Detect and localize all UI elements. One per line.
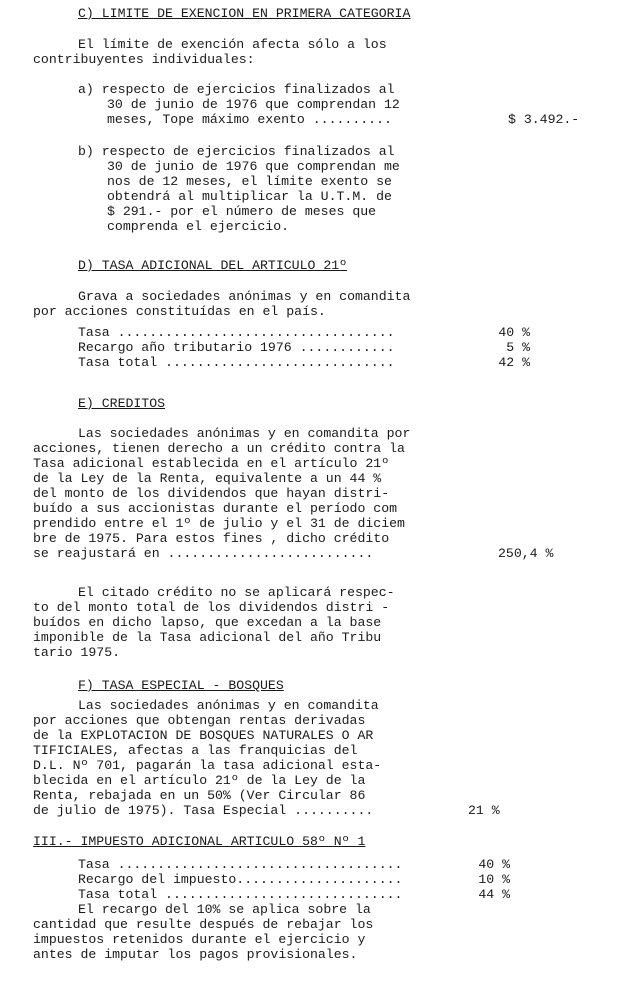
rate-row-value: 42 %: [498, 355, 530, 370]
section-e-paragraph-line: Tasa adicional establecida en el artículo 21º: [33, 456, 390, 471]
section-e-paragraph-line: imponible de la Tasa adicional del año Tribu: [33, 630, 382, 645]
item-a-amount: $ 3.492.-: [508, 112, 580, 127]
section-iii-note-line: impuestos retenidos durante el ejercicio y: [33, 932, 366, 947]
rate-row-value: 5 %: [506, 340, 530, 355]
section-e-heading: E) CREDITOS: [78, 396, 166, 411]
section-e-paragraph-line: prendido entre el 1º de julio y el 31 de diciem: [33, 516, 405, 531]
rate-row-label: Tasa total .............................: [78, 355, 395, 370]
section-f-paragraph-line: TIFICIALES, afectas a las franquicias del: [33, 743, 358, 758]
rate-row-value: 40 %: [498, 325, 530, 340]
section-d-intro-line: por acciones constituídas en el país.: [33, 304, 326, 319]
section-f-paragraph-line: de la EXPLOTACION DE BOSQUES NATURALES O AR: [33, 728, 374, 743]
item-a-line: meses, Tope máximo exento ..........: [107, 112, 392, 127]
item-b-line: b) respecto de ejercicios finalizados al: [78, 144, 395, 159]
special-rate-value: 21 %: [468, 803, 500, 818]
readjustment-value: 250,4 %: [498, 546, 554, 561]
section-e-paragraph-line: Las sociedades anónimas y en comandita por: [78, 426, 411, 441]
rate-row-value: 10 %: [478, 872, 510, 887]
section-e-paragraph-line: to del monto total de los dividendos distri -: [33, 600, 390, 615]
rate-row-value: 44 %: [478, 887, 510, 902]
section-e-paragraph-line: de la Ley de la Renta, equivalente a un 44 %: [33, 471, 382, 486]
section-c-intro-line: El límite de exención afecta sólo a los: [78, 37, 387, 52]
section-f-paragraph-line: blecida en el artículo 21º de la Ley de la: [33, 773, 366, 788]
section-e-paragraph-line: acciones, tienen derecho a un crédito contra la: [33, 441, 405, 456]
section-f-paragraph-line: por acciones que obtengan rentas derivadas: [33, 713, 366, 728]
section-f-paragraph-line: Las sociedades anónimas y en comandita: [78, 698, 379, 713]
section-f-paragraph-line: Renta, rebajada en un 50% (Ver Circular 86: [33, 788, 366, 803]
item-a-line: 30 de junio de 1976 que comprendan 12: [107, 97, 400, 112]
item-b-line: 30 de junio de 1976 que comprendan me: [107, 159, 400, 174]
section-e-paragraph-line: El citado crédito no se aplicará respec-: [78, 585, 395, 600]
section-c-intro-line: contribuyentes individuales:: [33, 52, 255, 67]
item-b-line: comprenda el ejercicio.: [107, 219, 290, 234]
item-b-line: $ 291.- por el número de meses que: [107, 204, 377, 219]
rate-row-value: 40 %: [478, 857, 510, 872]
section-d-heading: D) TASA ADICIONAL DEL ARTICULO 21º: [78, 258, 348, 273]
rate-row-label: Tasa ...................................: [78, 325, 395, 340]
rate-row-label: Recargo año tributario 1976 ............: [78, 340, 395, 355]
item-b-line: nos de 12 meses, el límite exento se: [107, 174, 392, 189]
section-e-paragraph-line: buído a sus accionistas durante el período com: [33, 501, 398, 516]
section-f-paragraph-line: D.L. Nº 701, pagarán la tasa adicional esta-: [33, 758, 382, 773]
section-iii-note-line: El recargo del 10% se aplica sobre la: [78, 902, 371, 917]
section-iii-note-line: antes de imputar los pagos provisionales.: [33, 947, 358, 962]
section-e-paragraph-line: se reajustará en ..........................: [33, 546, 374, 561]
section-e-paragraph-line: tario 1975.: [33, 645, 121, 660]
item-b-line: obtendrá al multiplicar la U.T.M. de: [107, 189, 392, 204]
rate-row-label: Tasa total ..............................: [78, 887, 403, 902]
section-f-heading: F) TASA ESPECIAL - BOSQUES: [78, 678, 284, 693]
section-iii-heading: III.- IMPUESTO ADICIONAL ARTICULO 58º Nº 1: [33, 834, 366, 849]
rate-row-label: Tasa ....................................: [78, 857, 403, 872]
item-a-line: a) respecto de ejercicios finalizados al: [78, 82, 395, 97]
section-d-intro-line: Grava a sociedades anónimas y en comandita: [78, 289, 411, 304]
section-f-paragraph-line: de julio de 1975). Tasa Especial ..........: [33, 803, 374, 818]
section-e-paragraph-line: buídos en dicho lapso, que excedan a la base: [33, 615, 382, 630]
section-e-paragraph-line: del monto de los dividendos que hayan distri-: [33, 486, 390, 501]
rate-row-label: Recargo del impuesto.....................: [78, 872, 403, 887]
section-c-heading: C) LIMITE DE EXENCION EN PRIMERA CATEGORIA: [78, 6, 411, 21]
section-iii-note-line: cantidad que resulte después de rebajar los: [33, 917, 374, 932]
section-e-paragraph-line: bre de 1975. Para estos fines , dicho crédito: [33, 531, 390, 546]
